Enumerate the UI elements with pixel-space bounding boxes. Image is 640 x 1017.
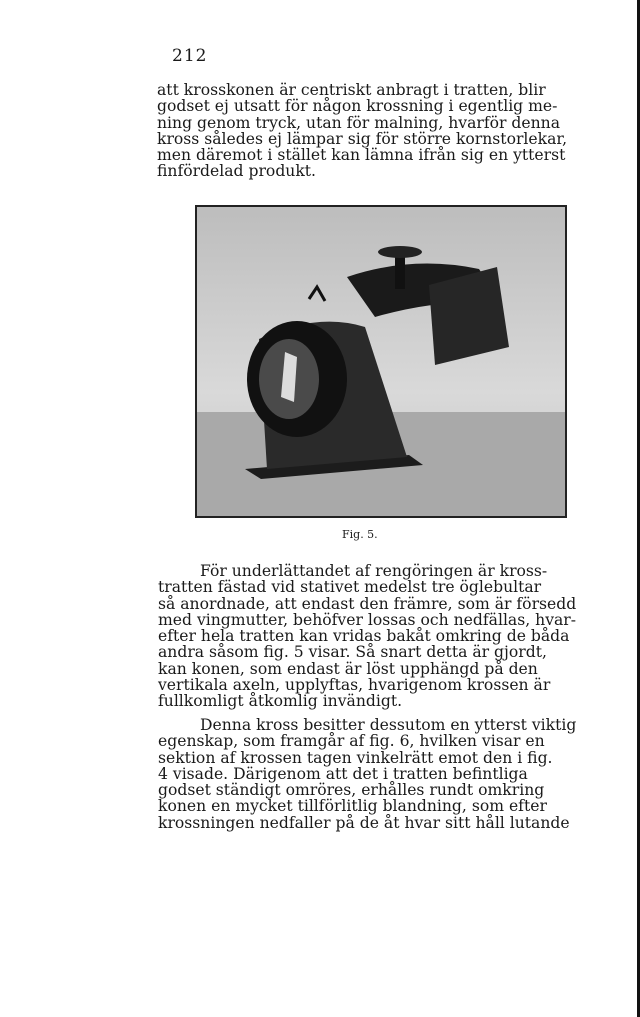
text-line: godset ständigt omröres, erhålles rundt omkring: [158, 781, 545, 800]
text-line: För underlättandet af rengöringen är kross-: [200, 562, 548, 580]
text-line: 4 visade. Därigenom att det i tratten befintliga: [158, 764, 528, 783]
text-line: krossningen nedfaller på de åt hvar sitt håll lutande: [158, 813, 570, 832]
text-line: men däremot i stället kan lämna ifrån sig en ytterst: [157, 146, 566, 165]
text-line: tratten fästad vid stativet medelst tre öglebultar: [158, 578, 542, 597]
handwheel: [378, 246, 422, 258]
text-line: kan konen, som endast är löst upphängd på den: [158, 659, 538, 678]
text-line: ning genom tryck, utan för malning, hvarför denna: [157, 113, 561, 132]
figure-caption: Fig. 5.: [342, 528, 378, 541]
text-line: konen en mycket tillförlitlig blandning, som efter: [158, 797, 547, 816]
crusher-illustration: [197, 207, 565, 516]
text-line: vertikala axeln, upplyftas, hvarigenom krossen är: [158, 676, 551, 695]
paragraph-1: [157, 82, 572, 180]
page-number: 212: [172, 46, 208, 66]
paragraph-2: [158, 562, 577, 711]
text-line: fullkomligt åtkomlig invändigt.: [158, 692, 403, 711]
figure-photo: [195, 205, 567, 518]
text-line: med vingmutter, behöfver lossas och nedfällas, hvar-: [158, 610, 577, 629]
text-line: egenskap, som framgår af fig. 6, hvilken visar en: [158, 732, 545, 751]
text-line: sektion af krossen tagen vinkelrätt emot den i fig.: [158, 748, 553, 767]
text-line: så anordnade, att endast den främre, som är försedd: [158, 594, 577, 613]
text-line: kross således ej lämpar sig för större kornstorlekar,: [157, 129, 568, 148]
text-line: godset ej utsatt för någon krossning i egentlig me-: [157, 97, 558, 116]
text-line: Denna kross besitter dessutom en ytterst viktig: [200, 716, 577, 734]
text-line: finfördelad produkt.: [157, 162, 317, 181]
text-line: efter hela tratten kan vridas bakåt omkring de båda: [158, 627, 570, 646]
text-line: andra såsom fig. 5 visar. Så snart detta är gjordt,: [158, 643, 547, 662]
paragraph-3: [158, 716, 577, 832]
text-line: att krosskonen är centriskt anbragt i tratten, blir: [157, 81, 546, 99]
